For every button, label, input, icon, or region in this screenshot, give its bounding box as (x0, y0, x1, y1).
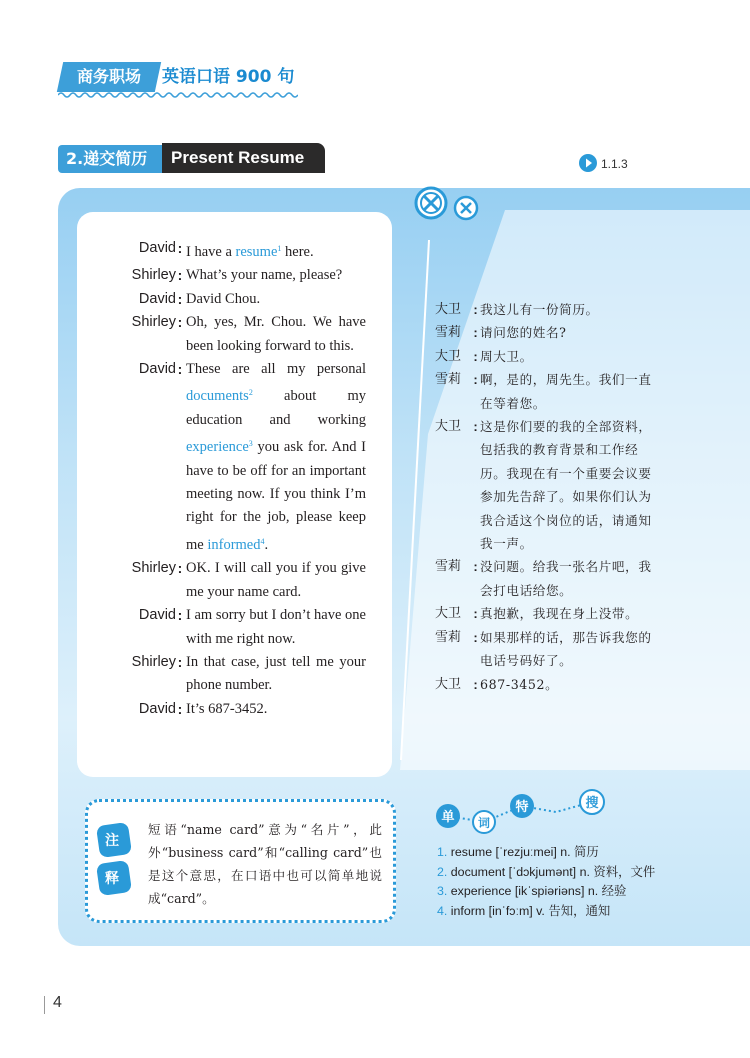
dialogue-line (186, 237, 366, 264)
vocab-num: 2. (437, 864, 448, 879)
dialogue-line (186, 651, 366, 698)
vocab-item (437, 882, 677, 902)
vocab-list (437, 843, 677, 921)
speaker-colon: : (177, 290, 183, 307)
note-text: 短语“name card”意为“名片”，此外“business card”和“calling card”也是这个意思，在口语中也可以简单地说成“card”。 (148, 822, 382, 906)
translation-speaker: 大卫 (435, 606, 462, 622)
translation-row (435, 626, 660, 673)
translation-speaker: 雪莉 (435, 629, 462, 645)
keyword-footnote: 3 (248, 439, 253, 449)
speaker-name: Shirley (131, 314, 176, 331)
speaker-name: David (138, 361, 176, 378)
translation-line: 真抱歉，我现在身上没带。 (480, 606, 639, 622)
book-title: 英语口语 900 句 (162, 67, 295, 87)
vocab-num: 1. (437, 845, 448, 859)
page-number: 4 (53, 994, 62, 1011)
keyword-footnote: 4 (260, 536, 265, 546)
dialogue-text: I have a (186, 244, 236, 260)
translation-line: 没问题。给我一张名片吧，我会打电话给您。 (480, 559, 652, 598)
dialogue-text: I am sorry but I don’t have one with me right now. (186, 607, 366, 647)
keyword: informed$^4$ (207, 536, 265, 553)
speaker-name: David (138, 290, 176, 307)
speaker-colon: : (473, 606, 478, 622)
dialogue-line (186, 264, 366, 287)
dialogue-row (77, 237, 377, 264)
dialogue-line (186, 311, 366, 358)
speaker-colon: : (473, 348, 478, 364)
chinese-translation (435, 298, 660, 696)
translation-line: 周大卫。 (480, 348, 533, 364)
dialogue-line (186, 698, 366, 721)
dialogue-text: In that case, just tell me your phone number. (186, 653, 366, 694)
dialogue-text: here. (281, 244, 314, 260)
translation-row (435, 321, 660, 344)
translation-line: 687-3452。 (480, 676, 559, 692)
translation-line: 如果那样的话，那告诉我您的电话号码好了。 (480, 629, 652, 669)
dialogue-text: These are all my personal (186, 361, 366, 378)
note-badge-top: 注 (105, 833, 119, 849)
speaker-colon: : (473, 559, 478, 575)
translation-speaker: 雪莉 (435, 559, 462, 575)
translation-speaker: 雪莉 (435, 325, 462, 341)
dialogue-line (186, 288, 366, 311)
speaker-name: Shirley (131, 267, 176, 284)
note-badge-bottom: 释 (105, 871, 119, 887)
speaker-colon: : (177, 314, 183, 331)
translation-line: 我这儿有一份简历。 (480, 302, 599, 317)
speaker-colon: : (177, 700, 183, 717)
speaker-colon: : (177, 653, 183, 670)
vocab-text: resume [ˈrezjuːmei] n. 简历 (447, 845, 599, 859)
keyword: documents$^2$ (186, 388, 253, 405)
vocab-item (437, 843, 677, 863)
speaker-colon: : (473, 629, 478, 645)
speaker-colon: : (177, 361, 183, 378)
dialogue-text: about my education and working (186, 388, 366, 428)
speaker-colon: : (473, 302, 478, 317)
wave-decoration (58, 91, 298, 99)
dialogue-row (77, 358, 377, 557)
dialogue-row (77, 311, 377, 358)
dialogue-row (77, 604, 377, 651)
speaker-colon: : (177, 607, 183, 624)
dialogue-row (77, 288, 377, 311)
keyword-footnote: 2 (248, 388, 253, 398)
dialogue-line (186, 557, 366, 604)
translation-row (435, 368, 660, 415)
dialogue-line (186, 358, 366, 557)
page-divider (44, 996, 45, 1014)
translation-row (435, 602, 660, 625)
vocab-bubble-text: 单 (441, 810, 455, 825)
translation-speaker: 大卫 (435, 302, 462, 317)
dialogue-text: Oh, yes, Mr. Chou. We have been looking forward to this. (186, 314, 366, 354)
speaker-colon: : (473, 372, 478, 388)
translation-line: 这是你们要的我的全部资料，包括我的教育背景和工作经历。我现在有一个重要会议要参加先告辞了。如果你们认为我合适这个岗位的话，请通知我一声。 (480, 419, 652, 552)
speaker-colon: : (177, 560, 183, 577)
speaker-colon: : (473, 419, 478, 435)
dialogue-text: David Chou. (186, 290, 261, 307)
translation-speaker: 大卫 (435, 676, 462, 692)
speaker-colon: : (473, 325, 478, 341)
section-number: 2.递交简历 (58, 145, 162, 173)
section-title: Present Resume (162, 143, 325, 173)
vocab-num: 4. (437, 903, 448, 918)
translation-row (435, 673, 660, 696)
keyword: resume$^1$ (235, 244, 282, 260)
translation-row (435, 415, 660, 555)
translation-speaker: 大卫 (435, 419, 462, 435)
dialogue-text: . (264, 536, 269, 553)
vocab-bubble-text: 特 (515, 800, 529, 815)
translation-line: 啊，是的，周先生。我们一直在等着您。 (480, 372, 652, 411)
translation-row (435, 298, 660, 321)
vocab-bubble-text: 搜 (585, 796, 599, 811)
vocab-num: 3. (437, 884, 448, 898)
crossed-circle-icon (414, 186, 484, 224)
track-number: 1.1.3 (601, 157, 628, 171)
vocab-text: experience [ikˈspiəriəns] n. 经验 (447, 884, 627, 898)
dialogue-text: What’s your name, please? (186, 267, 343, 284)
dialogue-row (77, 557, 377, 604)
dialogue-line (186, 604, 366, 651)
dialogue-row (77, 264, 377, 287)
dialogue-text: OK. I will call you if you give me your name card. (186, 560, 366, 600)
translation-line: 请问您的姓名? (480, 325, 567, 341)
speaker-colon: : (177, 267, 183, 284)
speaker-name: David (138, 700, 176, 717)
dialogue-row (77, 651, 377, 698)
english-dialogue (77, 237, 377, 721)
dialogue-row (77, 698, 377, 721)
vocab-text: document [ˈdɔkjumənt] n. 资料，文件 (447, 864, 656, 879)
dialogue-text: you ask for. And I have to be off for an important meeting now. If you think I’m right for the job, please keep me (186, 439, 366, 553)
translation-row (435, 345, 660, 368)
translation-row (435, 555, 660, 602)
keyword-footnote: 1 (277, 244, 282, 253)
vocab-text: inform [inˈfɔːm] v. 告知，通知 (447, 903, 611, 918)
vocab-title (432, 786, 612, 836)
speaker-name: David (138, 607, 176, 624)
play-icon[interactable] (578, 153, 598, 173)
translation-speaker: 雪莉 (435, 372, 462, 388)
vocab-item (437, 863, 677, 883)
speaker-name: David (138, 240, 176, 256)
speaker-name: Shirley (131, 560, 176, 577)
vocab-item (437, 902, 677, 922)
slash-decoration (395, 240, 435, 760)
dialogue-text: It’s 687-3452. (186, 700, 268, 717)
speaker-colon: : (177, 240, 183, 256)
translation-speaker: 大卫 (435, 348, 462, 364)
speaker-colon: : (473, 676, 478, 692)
vocab-bubble-text: 词 (477, 816, 491, 830)
book-tag: 商务职场 (57, 62, 161, 92)
keyword: experience$^3$ (186, 439, 253, 456)
speaker-name: Shirley (131, 653, 176, 670)
